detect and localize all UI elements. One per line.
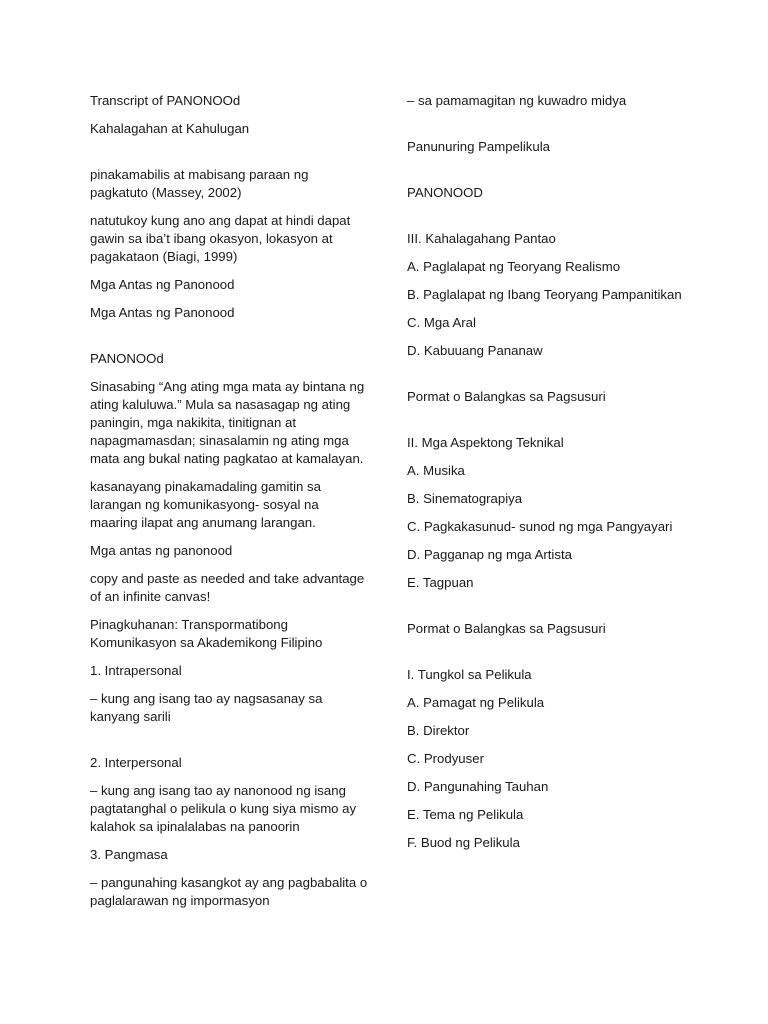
paragraph: – sa pamamagitan ng kuwadro midya bbox=[407, 93, 627, 108]
list-heading: 3. Pangmasa bbox=[90, 847, 168, 862]
paragraph: Mga Antas ng Panonood bbox=[90, 305, 235, 320]
list-item: D. Kabuuang Pananaw bbox=[407, 343, 543, 358]
section-heading: PANONOOD bbox=[407, 185, 483, 200]
list-item: A. Paglalapat ng Teoryang Realismo bbox=[407, 259, 621, 274]
paragraph: Mga Antas ng Panonood bbox=[90, 277, 235, 292]
list-heading: III. Kahalagahang Pantao bbox=[407, 231, 556, 246]
paragraph: – kung ang isang tao ay nagsasanay sa kanyang sarili bbox=[90, 691, 323, 724]
paragraph: pinakamabilis at mabisang paraan ng pagkatuto (Massey, 2002) bbox=[90, 167, 309, 200]
paragraph: natutukoy kung ano ang dapat at hindi dapat gawin sa iba’t ibang okasyon, lokasyon at pagakataon (Biagi, 1999) bbox=[90, 213, 351, 264]
list-item: C. Prodyuser bbox=[407, 751, 484, 766]
list-item: E. Tagpuan bbox=[407, 575, 474, 590]
list-item: B. Sinematograpiya bbox=[407, 491, 523, 506]
list-item: C. Pagkakasunud- sunod ng mga Pangyayari bbox=[407, 519, 673, 534]
paragraph: – kung ang isang tao ay nanonood ng isang pagtatanghal o pelikula o kung siya mismo ay kalahok sa ipinalalabas na panoorin bbox=[90, 783, 357, 834]
list-heading: II. Mga Aspektong Teknikal bbox=[407, 435, 564, 450]
doc-title: Transcript of PANONOOd bbox=[90, 93, 241, 108]
paragraph: Pinagkuhanan: Transpormatibong Komunikasyon sa Akademikong Filipino bbox=[90, 617, 323, 650]
list-item: A. Pamagat ng Pelikula bbox=[407, 695, 545, 710]
list-item: E. Tema ng Pelikula bbox=[407, 807, 524, 822]
list-item: A. Musika bbox=[407, 463, 465, 478]
list-item: F. Buod ng Pelikula bbox=[407, 835, 520, 850]
list-item: B. Direktor bbox=[407, 723, 470, 738]
list-item: C. Mga Aral bbox=[407, 315, 476, 330]
section-heading: Pormat o Balangkas sa Pagsusuri bbox=[407, 389, 606, 404]
section-heading: Panunuring Pampelikula bbox=[407, 139, 550, 154]
section-heading: Pormat o Balangkas sa Pagsusuri bbox=[407, 621, 606, 636]
list-item: D. Pagganap ng mga Artista bbox=[407, 547, 572, 562]
paragraph: kasanayang pinakamadaling gamitin sa larangan ng komunikasyong- sosyal na maaring ilapat ang anumang larangan. bbox=[90, 479, 321, 530]
paragraph: – pangunahing kasangkot ay ang pagbabalita o paglalarawan ng impormasyon bbox=[90, 875, 368, 908]
left-column bbox=[90, 92, 370, 920]
paragraph: Kahalagahan at Kahulugan bbox=[90, 121, 250, 136]
paragraph: copy and paste as needed and take advantage of an infinite canvas! bbox=[90, 571, 365, 604]
list-item: B. Paglalapat ng Ibang Teoryang Pampanitikan bbox=[407, 287, 682, 302]
paragraph: Sinasabing “Ang ating mga mata ay bintana ng ating kaluluwa.” Mula sa nasasagap ng ating paningin, mga nakikita, tinitignan at napagmamasdan; sinasalamin ng ating mga mata ang bukal nating pagkatao at kamalayan. bbox=[90, 379, 365, 466]
list-heading: I. Tungkol sa Pelikula bbox=[407, 667, 532, 682]
right-column bbox=[407, 92, 697, 862]
section-heading: PANONOOd bbox=[90, 351, 164, 366]
list-item: D. Pangunahing Tauhan bbox=[407, 779, 549, 794]
list-heading: 1. Intrapersonal bbox=[90, 663, 182, 678]
paragraph: Mga antas ng panonood bbox=[90, 543, 233, 558]
list-heading: 2. Interpersonal bbox=[90, 755, 182, 770]
